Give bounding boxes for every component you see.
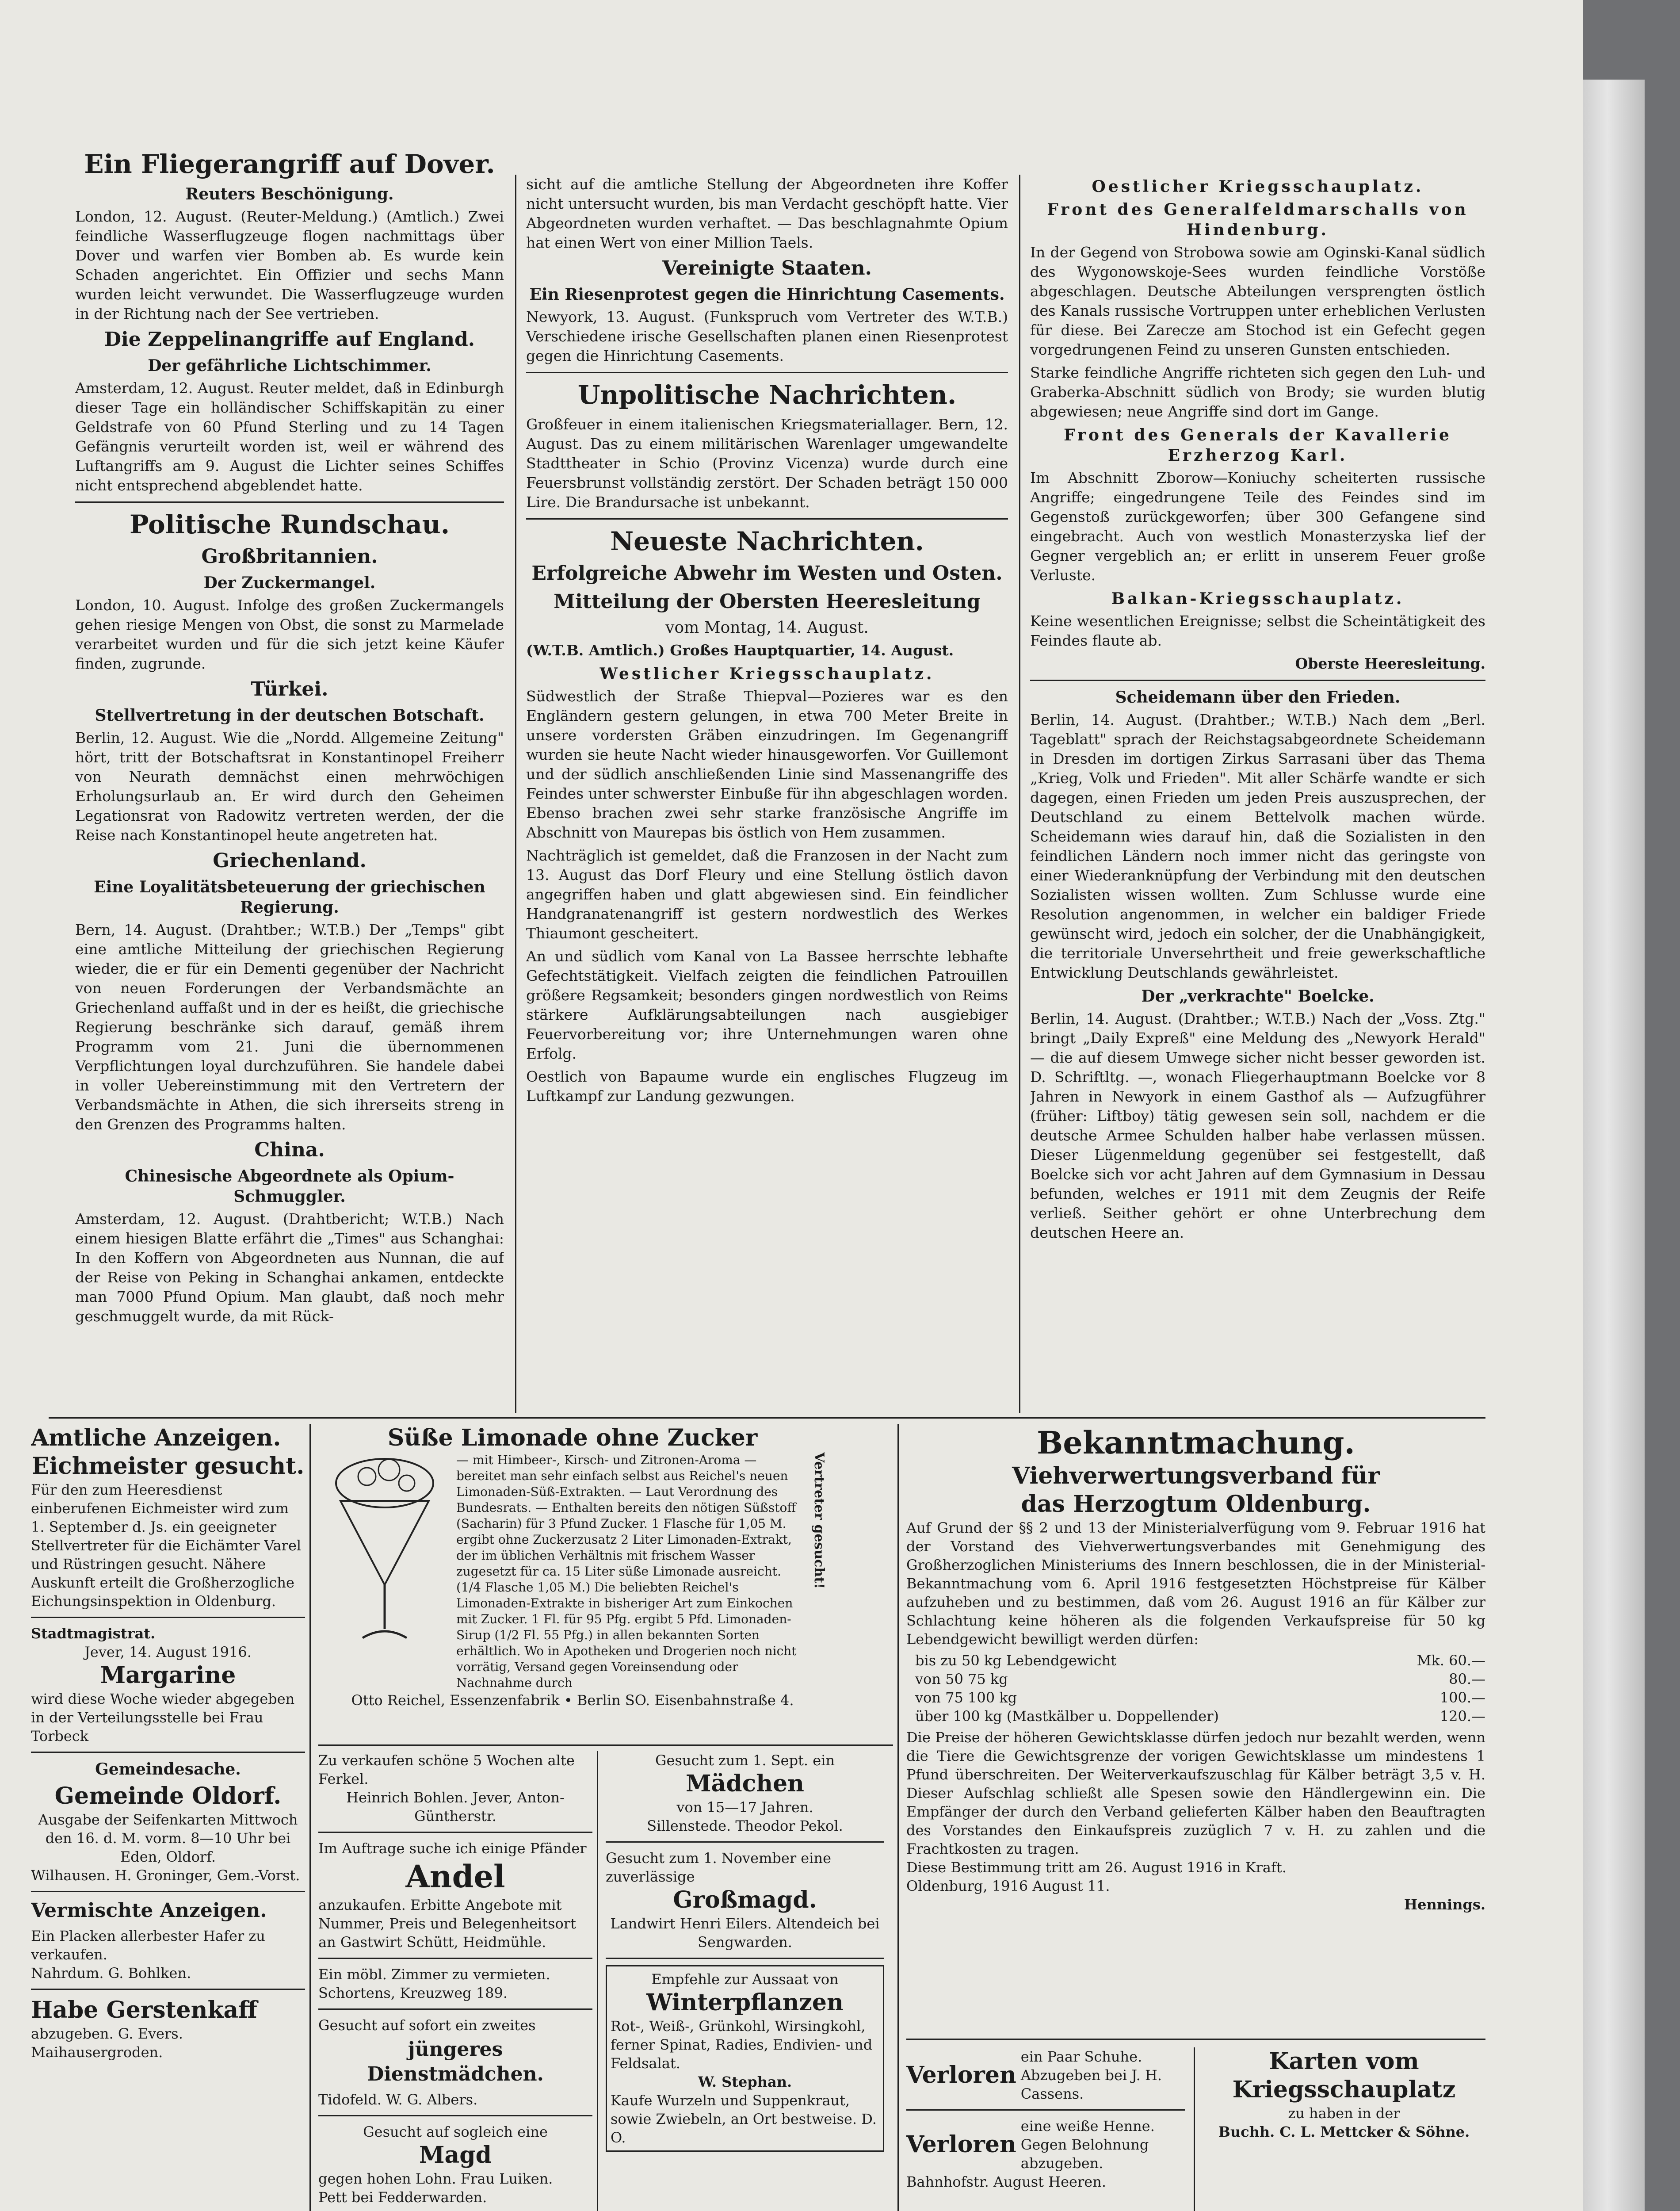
section-news: Neueste Nachrichten.	[610, 526, 924, 556]
notice-date: Oldenburg, 1916 August 11.	[906, 1878, 1110, 1894]
subhead-dover: Reuters Beschönigung.	[185, 185, 394, 203]
maps-head: Karten vom Kriegsschauplatz	[1232, 2048, 1456, 2103]
misc-ads-head: Vermischte Anzeigen.	[31, 1899, 267, 1922]
price-row	[915, 1688, 1485, 1707]
price-value: 100.—	[1439, 1689, 1485, 1706]
page-edge	[1583, 80, 1645, 2211]
maedchen-sign: Sillenstede. Theodor Pekol.	[647, 1817, 843, 1834]
divider	[526, 372, 1008, 373]
divider	[318, 1958, 592, 1959]
divider	[318, 2008, 592, 2010]
headline-boelcke: Der „verkrachte" Boelcke.	[1141, 987, 1375, 1006]
ohl-headline: Mitteilung der Obersten Heeresleitung	[554, 590, 981, 613]
article-west-1: Südwestlich der Straße Thiepval—Pozieres war es den Engländern gestern gelungen, in etwa 700 Meter Breite in unsere vordersten Gräben einzudringen. Im Gegenangriff wurden sie heute Nacht wieder hinausgeworfen. Vor Guillemont und der südlich anschließenden Linie sind Massenangriffe des Feindes unter schwerster Einbuße für ihn abgeschlagen worden. Ebenso brachen zwei sehr starke französische Angriffe im Abschnitt von Maurepas bis östlich von Hem zusammen.	[526, 688, 1008, 841]
maedchen-head: Mädchen	[686, 1770, 804, 1797]
margarine-head: Margarine	[100, 1662, 236, 1689]
limonade-sign: Otto Reichel, Essenzenfabrik • Berlin SO. Eisenbahnstraße 4.	[351, 1692, 794, 1709]
divider	[1030, 680, 1485, 681]
winter-head: Winterpflanzen	[646, 1989, 844, 2016]
notice-head: Bekanntmachung.	[1037, 1424, 1355, 1461]
ferkel-text: Zu verkaufen schöne 5 Wochen alte Ferkel.	[318, 1752, 575, 1787]
ohl-signature: Oberste Heeresleitung.	[1295, 655, 1485, 672]
official-ads-head: Amtliche Anzeigen.	[31, 1424, 281, 1451]
article-china-cont: sicht auf die amtliche Stellung der Abgeordneten ihre Koffer nicht untersucht wurden, bis man Verdacht geschöpft hatte. Vier Abgeordneten wurden verhaftet. — Das beschlagnahmte Opium hat einen Wert von einer Million Taels.	[526, 176, 1008, 251]
article-gb: London, 10. August. Infolge des großen Zuckermangels gehen riesige Mengen von Obst, die sonst zu Marmelade verarbeitet wurden und für die sich jetzt keine Käufer finden, zugrunde.	[75, 597, 504, 672]
grossmagd-text1: Gesucht zum 1. November eine zuverlässige	[606, 1850, 832, 1885]
notice-text: Auf Grund der §§ 2 und 13 der Ministerialverfügung vom 9. Februar 1916 hat der Vorstand des Viehverwertungsverbandes mit Genehmigung des Großherzoglichen Ministeriums des Innern beschlossen, die in der Ministerial-Bekanntmachung vom 6. April 1916 festgesetzten Höchstpreise für Kälber aufzuheben und zu bestimmen, daß vom 26. August 1916 an für Kälber zur Schlachtung keine höheren als die folgenden Verkaufspreise für 50 kg Lebendgewicht bewilligt werden dürfen:	[906, 1519, 1485, 1648]
column-right	[1030, 175, 1485, 1397]
divider	[31, 1891, 305, 1892]
ad-rule	[597, 1751, 598, 2211]
lost-ads	[906, 2047, 1185, 2211]
article-boelcke: Berlin, 14. August. (Drahtber.; W.T.B.) Nach der „Voss. Ztg." bringt „Daily Expreß" eine Meldung des „Newyork Herald" — die auf diesem Umwege sicher nicht besser geworden ist. D. Schriftltg. —, wonach Fliegerhauptmann Boelcke vor 8 Jahren in Newyork in einem Gasthof als — Aufzugführer (früher: Liftboy) tätig gewesen sein soll, nachdem er die deutsche Armee Schulden halber habe verlassen müssen. Dieser Lügenmeldung gegenüber sei festgestellt, daß Boelcke sich vor acht Jahren auf dem Gymnasium in Dessau befunden, welches er 1911 mit dem Zeugnis der Reife verließ. Seither gehört er ohne Unterbrechung dem deutschen Heere an.	[1030, 1010, 1485, 1241]
ads-column-left	[31, 1424, 305, 2211]
magd-place: Pett bei Fedderwarden.	[318, 2189, 487, 2206]
article-zeppelin: Amsterdam, 12. August. Reuter meldet, daß in Edinburgh dieser Tage ein holländischer Schiffskapitän zu einer Geldstrafe von 60 Pfund Sterling und zu 14 Tagen Gefängnis verurteilt worden ist, weil er während des Luftangriffs am 9. August die Lichter seines Schiffes nicht entsprechend abgeblendet hatte.	[75, 379, 504, 494]
article-west-3: An und südlich vom Kanal von La Bassee herrschte lebhafte Gefechtstätigkeit. Vielfach zeigten die feindlichen Patrouillen größere Regsamkeit; besonders gingen nordwestlich von Reims stärkere Aufklärungsabteilungen nach ausgiebiger Feuervorbereitung vor; ihre Unternehmungen waren ohne Erfolg.	[526, 948, 1008, 1062]
price-row	[915, 1707, 1485, 1725]
subhead-gb: Der Zuckermangel.	[203, 574, 376, 592]
notice-text-3: Diese Bestimmung tritt am 26. August 1916 in Kraft.	[906, 1859, 1287, 1876]
hafer-sign: Nahrdum. G. Bohlken.	[31, 1965, 191, 1981]
ads-stack-b	[606, 1751, 884, 2211]
limonade-head: Süße Limonade ohne Zucker	[387, 1424, 758, 1451]
ferkel-sign: Heinrich Bohlen. Jever, Anton-Güntherstr.	[346, 1789, 565, 1825]
headline-china: China.	[254, 1139, 325, 1161]
subhead-usa: Ein Riesenprotest gegen die Hinrichtung Casements.	[529, 285, 1005, 304]
ads-top-rule	[49, 1417, 1485, 1419]
headline-balkan: Balkan-Kriegsschauplatz.	[1111, 589, 1405, 608]
ads-stack-a	[318, 1751, 592, 2211]
headline-karl: Front des Generals der Kavallerie Erzherzog Karl.	[1064, 426, 1452, 465]
divider	[75, 501, 504, 503]
headline-usa: Vereinigte Staaten.	[662, 257, 872, 279]
ad-rule	[309, 1424, 311, 2211]
grossmagd-sign: Landwirt Henri Eilers. Altendeich bei Sengwarden.	[610, 1915, 880, 1951]
price-value: 80.—	[1449, 1671, 1485, 1687]
price-value: 120.—	[1439, 1708, 1485, 1725]
dienst-sign: Tidofeld. W. G. Albers.	[318, 2091, 478, 2108]
ad-rule	[1194, 2047, 1195, 2211]
hafer-text: Ein Placken allerbester Hafer zu verkaufen.	[31, 1928, 265, 1963]
price-row	[915, 1651, 1485, 1670]
notice-sign: Hennings.	[1404, 1896, 1485, 1913]
notice-text-2: Die Preise der höheren Gewichtsklasse dürfen jedoch nur bezahlt werden, wenn die Tiere die Gewichtsgrenze der vorigen Gewichtsklasse um mindestens 1 Pfund überschreiten. Der Weiterverkaufszuschlag für Kälber beträgt 3,5 v. H. Dieser Aufschlag schließt alle Spesen sowie den Händlergewinn ein. Die Empfänger der durch den Verband gelieferten Kälber haben den Beauftragten des Vorstandes den Einkaufspreis zuzüglich 7 v. H. zu zahlen und die Frachtkosten zu tragen.	[906, 1729, 1485, 1857]
subhead-greece: Eine Loyalitätsbeteuerung der griechischen Regierung.	[94, 878, 485, 917]
divider	[606, 1958, 884, 1959]
price-label: über 100 kg (Mastkälber u. Doppellender)	[915, 1708, 1219, 1725]
maedchen-text2: von 15—17 Jahren.	[676, 1799, 813, 1816]
subhead-zeppelin: Der gefährliche Lichtschimmer.	[148, 356, 431, 375]
article-balkan: Keine wesentlichen Ereignisse; selbst die Scheintätigkeit des Feindes flaute ab.	[1030, 612, 1485, 649]
andel-head: Andel	[405, 1858, 505, 1895]
divider	[606, 1841, 884, 1843]
article-hindenburg-1: In der Gegend von Strobowa sowie am Oginski-Kanal südlich des Wygonowskoje-Sees wurden feindliche Vorstöße abgeschlagen. Deutsche Abteilungen versprengten östlich des Kanals russische Vortruppen unter erheblichen Verlusten für diese. Bei Zarecze am Stochod ist ein Gefecht gegen vorgedrungenen Feind zu unseren Gunsten entschieden.	[1030, 244, 1485, 358]
subhead-china: Chinesische Abgeordnete als Opium-Schmuggler.	[125, 1167, 454, 1206]
news-subhead: Erfolgreiche Abwehr im Westen und Osten.	[531, 562, 1003, 585]
lost2-text: eine weiße Henne. Gegen Belohnung abzugeben.	[1020, 2118, 1155, 2172]
price-row	[915, 1670, 1485, 1688]
ohl-line: (W.T.B. Amtlich.) Großes Hauptquartier, 14. August.	[526, 642, 954, 659]
price-label: von 75 100 kg	[915, 1689, 1017, 1706]
headline-turkey: Türkei.	[251, 678, 328, 700]
andel-text1: Im Auftrage suche ich einige Pfänder	[318, 1840, 587, 1857]
notice-sub1: Viehverwertungsverband für	[1012, 1462, 1380, 1489]
oldorf-head: Gemeinde Oldorf.	[54, 1783, 282, 1809]
article-turkey: Berlin, 12. August. Wie die „Nordd. Allgemeine Zeitung" hört, tritt der Botschaftsrat in Konstantinopel Freiherr von Neurath demnächst einen mehrwöchigen Erholungsurlaub an. Er wird durch den Geheimen Legationsrat von Radowitz vertreten werden, der die Reise nach Konstantinopel heute angetreten hat.	[75, 729, 504, 844]
article-unpolitical: Großfeuer in einem italienischen Kriegsmateriallager. Bern, 12. August. Das zu einem militärischen Warenlager umgewandelte Stadttheater in Schio (Provinz Vicenza) wurde durch eine Feuersbrunst vollständig zerstört. Der Schaden beträgt 150 000 Lire. Die Brandursache ist unbekannt.	[526, 416, 1008, 511]
gerstenkaff-head: Habe Gerstenkaff	[31, 1997, 257, 2024]
column-left	[75, 146, 504, 1397]
price-table	[906, 1649, 1485, 1728]
headline-east: Oestlicher Kriegsschauplatz.	[1092, 177, 1424, 196]
headline-greece: Griechenland.	[213, 849, 367, 872]
maedchen-text1: Gesucht zum 1. Sept. ein	[655, 1752, 835, 1769]
glass-icon	[327, 1452, 442, 1656]
article-west-2: Nachträglich ist gemeldet, daß die Franzosen in der Nacht zum 13. August das Dorf Fleury und eine Stellung östlich davon angegriffen haben und glatt abgewiesen sind. Ein feindlicher Handgranatenangriff ist gestern nordwestlich des Werkes Thiaumont gescheitert.	[526, 847, 1008, 942]
lost1-head: Verloren	[906, 2062, 1016, 2089]
dienst-head: jüngeres Dienstmädchen.	[367, 2038, 544, 2085]
winter-text3: Kaufe Wurzeln und Suppenkraut, sowie Zwiebeln, an Ort bestweise. D. O.	[611, 2092, 877, 2146]
notice-ad	[906, 1424, 1485, 2030]
column-middle	[526, 175, 1008, 1397]
article-hindenburg-2: Starke feindliche Angriffe richteten sich gegen den Luh- und Graberka-Abschnitt südlich von Brody; sie wurden blutig abgewiesen; neue Angriffe sind dort im Gange.	[1030, 364, 1485, 420]
winter-text1: Empfehle zur Aussaat von	[651, 1971, 839, 1988]
maps-text: zu haben in der	[1288, 2105, 1400, 2122]
ad-rule	[897, 1424, 899, 2211]
limonade-text: — mit Himbeer-, Kirsch- und Zitronen-Aroma — bereitet man sehr einfach selbst aus Reichel's neuen Limonaden-Süß-Extrakten. — Laut Verordnung des Bundesrats. — Enthalten bereits den nötigen Süßstoff (Sacharin) für 3 Pfund Zucker. 1 Flasche für 1,05 M. ergibt ohne Zuckerzusatz 2 Liter Limonaden-Extrakt, der im üblichen Verhältnis mit frischem Wasser zugesetzt für ca. 15 Liter süße Limonade ausreicht. (1/4 Flasche 1,05 M.) Die beliebten Reichel's Limonaden-Extrakte in bisheriger Art zum Einkochen mit Zucker. 1 Fl. für 95 Pfg. ergibt 5 Pfd. Limonaden-Sirup (1/2 Fl. 55 Pfg.) in allen bekannten Sorten erhältlich. Wo in Apotheken und Drogerien noch nicht vorrätig, Versand gegen Voreinsendung oder Nachnahme durch	[456, 1453, 797, 1690]
limonade-side: Vertreter gesucht!	[811, 1452, 827, 1589]
column-rule	[515, 175, 516, 1413]
ad-rule	[906, 2039, 1485, 2040]
article-usa: Newyork, 13. August. (Funkspruch vom Vertreter des W.T.B.) Verschiedene irische Gesellschaften planen einen Riesenprotest gegen die Hinrichtung Casements.	[526, 308, 1008, 364]
lost2-head: Verloren	[906, 2131, 1016, 2158]
headline-zeppelin: Die Zeppelinangriffe auf England.	[104, 328, 475, 351]
headline-scheidemann: Scheidemann über den Frieden.	[1115, 688, 1401, 707]
lost1-text: ein Paar Schuhe. Abzugeben bei J. H. Cassens.	[1020, 2048, 1162, 2102]
dienst-text: Gesucht auf sofort ein zweites	[318, 2017, 536, 2034]
headline-hindenburg: Front des Generalfeldmarschalls von Hindenburg.	[1047, 200, 1469, 239]
section-unpolitical: Unpolitische Nachrichten.	[577, 380, 957, 410]
divider	[318, 1832, 592, 1833]
winter-sign: W. Stephan.	[698, 2073, 792, 2090]
gemeinde-head: Gemeindesache.	[95, 1760, 241, 1779]
maps-ad	[1203, 2047, 1485, 2211]
article-karl: Im Abschnitt Zborow—Koniuchy scheiterten russische Angriffe; eingedrungene Teile des Feindes sind im Gegenstoß zurückgeworfen; über 300 Gefangene sind eingebracht. Auch von westlich Monasterzyska lief der Gegner vergeblich an; er erlitt in unserem Feuer große Verluste.	[1030, 469, 1485, 584]
divider	[31, 1752, 305, 1753]
eichmeister-head: Eichmeister gesucht.	[31, 1453, 305, 1480]
headline-west: Westlicher Kriegsschauplatz.	[599, 665, 935, 683]
section-political: Politische Rundschau.	[129, 509, 450, 539]
magd-head: Magd	[419, 2142, 492, 2169]
divider	[31, 1989, 305, 1990]
headline-gb: Großbritannien.	[201, 545, 378, 568]
eichmeister-text: Für den zum Heeresdienst einberufenen Eichmeister wird zum 1. September d. Js. ein geeigneter Stellvertreter für die Eichämter Varel und Rüstringen gesucht. Nähere Auskunft erteilt die Großherzogliche Eichungsinspektion in Oldenburg.	[31, 1481, 302, 1610]
maps-sign: Buchh. C. L. Mettcker & Söhne.	[1218, 2123, 1470, 2140]
ad-rule	[318, 1744, 893, 1746]
stadt-head: Stadtmagistrat.	[31, 1625, 156, 1642]
zimmer-text: Ein möbl. Zimmer zu vermieten. Schortens, Kreuzweg 189.	[318, 1966, 550, 2001]
article-dover: London, 12. August. (Reuter-Meldung.) (Amtlich.) Zwei feindliche Wasserflugzeuge flogen nachmittags über Dover und warfen vier Bomben ab. Es wurde kein Schaden angerichtet. Ein Offizier und sechs Mann wurden leicht verwundet. Die Wasserflugzeuge wurden in der Richtung nach der See vertrieben.	[75, 208, 504, 322]
price-label: von 50 75 kg	[915, 1671, 1008, 1687]
divider	[906, 2109, 1185, 2111]
lost2-sign: Bahnhofstr. August Heeren.	[906, 2173, 1106, 2190]
limonade-ad	[318, 1424, 827, 1742]
article-china: Amsterdam, 12. August. (Drahtbericht; W.T.B.) Nach einem hiesigen Blatte erfährt die „Times" aus Schanghai: In den Koffern von Abgeordneten aus Nunnan, die auf der Reise von Peking in Schanghai ankamen, entdeckte man 7000 Pfund Opium. Man glaubt, daß noch mehr geschmuggelt wurde, da mit Rück-	[75, 1210, 504, 1325]
divider	[526, 518, 1008, 520]
divider	[318, 2115, 592, 2116]
notice-sub2: das Herzogtum Oldenburg.	[1021, 1491, 1371, 1518]
winter-box	[606, 1965, 884, 2152]
winter-text2: Rot-, Weiß-, Grünkohl, Wirsingkohl, ferner Spinat, Radies, Endivien- und Feldsalat.	[611, 2018, 873, 2072]
article-west-4: Oestlich von Bapaume wurde ein englisches Flugzeug im Luftkampf zur Landung gezwungen.	[526, 1068, 1008, 1105]
divider	[31, 1617, 305, 1618]
magd-text1: Gesucht auf sogleich eine	[363, 2123, 548, 2140]
article-greece: Bern, 14. August. (Drahtber.; W.T.B.) Der „Temps" gibt eine amtliche Mitteilung der griechischen Regierung wieder, die er für ein Dementi gegenüber der Nachricht von neuen Forderungen der Verbandsmächte an Griechenland auffaßt und in der es heißt, die griechische Regierung beschränke sich darauf, gemäß ihrem Programm vom 21. Juni die übernommenen Verpflichtungen loyal durchzuführen. Sie handele dabei in voller Uebereinstimmung mit den Vertretern der Verbandsmächte in Athen, die sich ihrerseits streng in den Grenzen des Programms halten.	[75, 921, 504, 1133]
column-rule	[1019, 175, 1020, 1413]
oldorf-text: Ausgabe der Seifenkarten Mittwoch den 16. d. M. vorm. 8—10 Uhr bei Eden, Oldorf.	[38, 1811, 298, 1865]
grossmagd-head: Großmagd.	[673, 1886, 817, 1913]
price-value: Mk. 60.—	[1417, 1652, 1485, 1669]
oldorf-sign: Wilhausen. H. Groninger, Gem.-Vorst.	[31, 1867, 300, 1884]
andel-text2: anzukaufen. Erbitte Angebote mit Nummer, Preis und Belegenheitsort an Gastwirt Schütt, Heidmühle.	[318, 1897, 576, 1951]
gerstenkaff-text: abzugeben. G. Evers.	[31, 2025, 183, 2042]
subhead-turkey: Stellvertretung in der deutschen Botschaft.	[95, 706, 485, 725]
price-label: bis zu 50 kg Lebendgewicht	[915, 1652, 1117, 1669]
margarine-text: wird diese Woche wieder abgegeben in der Verteilungsstelle bei Frau Torbeck	[31, 1691, 295, 1744]
gerstenkaff-place: Maihausergroden.	[31, 2044, 163, 2061]
magd-text2: gegen hohen Lohn. Frau Luiken.	[318, 2170, 553, 2187]
stadt-date: Jever, 14. August 1916.	[84, 1644, 252, 1660]
headline-dover: Ein Fliegerangriff auf Dover.	[84, 149, 495, 179]
ohl-date: vom Montag, 14. August.	[665, 619, 869, 637]
article-scheidemann: Berlin, 14. August. (Drahtber.; W.T.B.) Nach dem „Berl. Tageblatt" sprach der Reichstagsabgeordnete Scheidemann in Dresden im dortigen Zirkus Sarrasani über das Thema „Krieg, Volk und Frieden". Mit aller Schärfe wandte er sich dagegen, einen Frieden um jeden Preis auszusprechen, der Deutschland zu einem Bettelvolk machen würde. Scheidemann wies darauf hin, daß die Sozialisten in den feindlichen Ländern noch immer nicht das geringste von einer Wiederanknüpfung der Verbindung mit den deutschen Sozialisten wissen wollten. Zum Schlusse wurde eine Resolution angenommen, in welcher ein baldiger Friede gewünscht wird, jedoch ein solcher, der die Unabhängigkeit, die territoriale Unversehrtheit und freie gewerkschaftliche Entwicklung Deutschlands gewährleistet.	[1030, 711, 1485, 981]
